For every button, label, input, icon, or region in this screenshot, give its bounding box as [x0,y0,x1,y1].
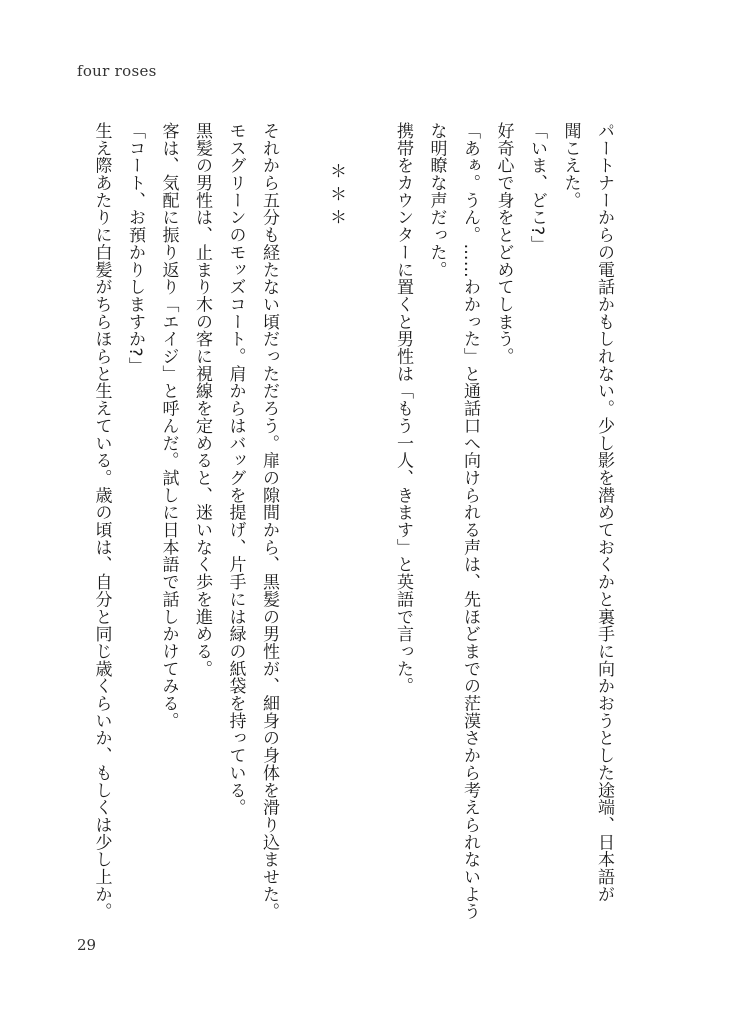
text-line: 好奇心で身をとどめてしまう。 [493,122,514,365]
text-line: パートナーからの電話かもしれない。少し影を潜めておくかと裏手に向かおうとした途端、日本語が [594,122,614,903]
scene-break: ＊＊＊ [326,162,346,231]
text-line: それから五分も経たない頃だっただろう。扉の隙間から、黒髪の男性が、細身の身体を滑り込ませた。 [259,122,279,921]
text-line: 生え際あたりに白髪がちらほらと生えている。歳の頃は、自分と同じ歳くらいか、もしくは少し上か。 [91,122,112,921]
vertical-body-text [91,122,620,921]
text-line: 「コート、お預かりしますか?」 [125,122,145,375]
text-line: 聞こえた。 [560,122,581,209]
text-line: 「いま、どこ?」 [527,122,547,253]
blank-line [352,122,386,912]
blank-line [285,122,319,912]
text-line: 「あぁ。うん。……わかった」と通話口へ向けられる声は、先ほどまでの茫漠さから考えられないよう [460,122,480,921]
text-line: モスグリーンのモッズコート。肩からはバッグを提げ、片手には緑の紙袋を持っている。 [225,122,246,816]
text-line: な明瞭な声だった。 [426,122,447,279]
text-line: 客は、気配に振り返り「エイジ」と呼んだ。試しに日本語で話しかけてみる。 [158,122,179,730]
text-line: 黒髪の男性は、止まり木の客に視線を定めると、迷いなく歩を進める。 [192,122,212,678]
running-header: four roses [77,62,157,80]
page-number: 29 [77,936,97,954]
text-line: 携帯をカウンターに置くと男性は「もう一人、きます」と英語で言った。 [393,122,413,695]
